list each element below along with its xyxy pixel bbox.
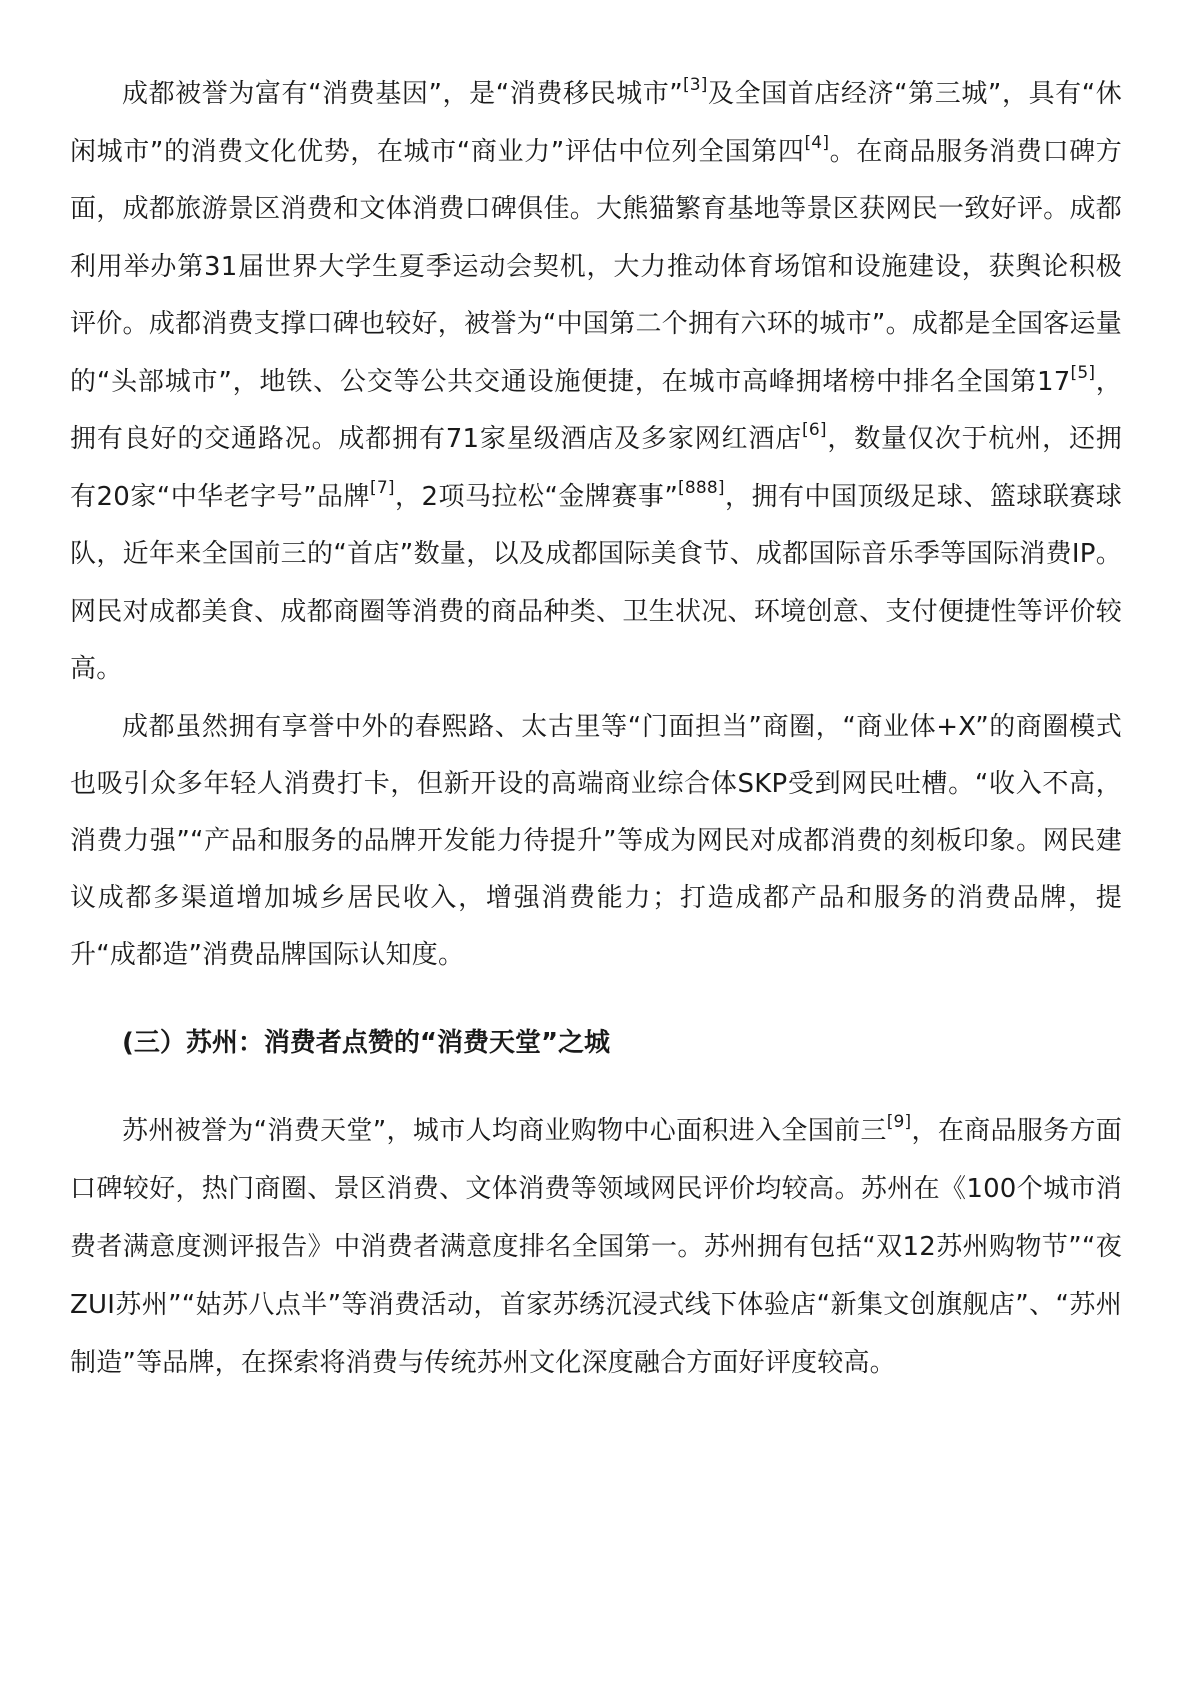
paragraph-text: ，拥有中国顶级足球、篮球联赛球队，近年来全国前三的“首店”数量，以及成都国际美食节、成都国际音乐季等国际消费IP。网民对成都美食、成都商圈等消费的商品种类、卫生状况、环境创意、支付便捷性等评价较高。 (70, 481, 1122, 684)
paragraph-text: 成都被誉为富有“消费基因”，是“消费移民城市” (122, 79, 683, 109)
paragraph-suzhou-overview (70, 1102, 1122, 1392)
paragraph-text: ，数量仅次于杭州，还拥有20家“中华老字号”品牌 (70, 424, 1123, 512)
document-body (70, 66, 1122, 1392)
paragraph-text: 。在商品服务消费口碑方面，成都旅游景区消费和文体消费口碑俱佳。大熊猫繁育基地等景区获网民一致好评。成都利用举办第31届世界大学生夏季运动会契机，大力推动体育场馆和设施建设，获舆论积极评价。成都消费支撑口碑也较好，被誉为“中国第二个拥有六环的城市”。成都是全国客运量的“头部城市”，地铁、公交等公共交通设施便捷，在城市高峰拥堵榜中排名全国第17 (70, 136, 1123, 397)
citation-ref: [5] (1070, 362, 1096, 383)
paragraph-text: ，拥有良好的交通路况。成都拥有71家星级酒店及多家网红酒店 (70, 366, 1123, 454)
paragraph-chengdu-overview (70, 66, 1122, 699)
section-heading-suzhou: (三）苏州：消费者点赞的“消费天堂”之城 (122, 1027, 611, 1058)
citation-ref: [9] (886, 1111, 912, 1132)
citation-ref: [7] (370, 477, 395, 498)
paragraph-chengdu-criticism (70, 699, 1122, 984)
paragraph-text: 及全国首店经济“第三城”，具有“休闲城市”的消费文化优势，在城市“商业力”评估中位列全国第四 (70, 79, 1122, 167)
paragraph-text: ，在商品服务方面口碑较好，热门商圈、景区消费、文体消费等领域网民评价均较高。苏州在《100个城市消费者满意度测评报告》中消费者满意度排名全国第一。苏州拥有包括“双12苏州购物节”“夜ZUI苏州”“姑苏八点半”等消费活动，首家苏绣沉浸式线下体验店“新集文创旗舰店”、“苏州制造”等品牌，在探索将消费与传统苏州文化深度融合方面好评度较高。 (70, 1115, 1122, 1378)
citation-ref: [3] (682, 75, 708, 96)
paragraph-text: ，2项马拉松“金牌赛事” (394, 481, 679, 512)
paragraph-text: 苏州被誉为“消费天堂”，城市人均商业购物中心面积进入全国前三 (122, 1115, 887, 1146)
citation-ref: [4] (804, 132, 830, 153)
citation-ref: [888] (678, 477, 725, 498)
citation-ref: [6] (802, 420, 827, 441)
paragraph-text: 成都虽然拥有享誉中外的春熙路、太古里等“门面担当”商圈，“商业体+X”的商圈模式也吸引众多年轻人消费打卡，但新开设的高端商业综合体SKP受到网民吐槽。“收入不高，消费力强”“产品和服务的品牌开发能力待提升”等成为网民对成都消费的刻板印象。网民建议成都多渠道增加城乡居民收入，增强消费能力；打造成都产品和服务的消费品牌，提升“成都造”消费品牌国际认知度。 (70, 711, 1122, 970)
